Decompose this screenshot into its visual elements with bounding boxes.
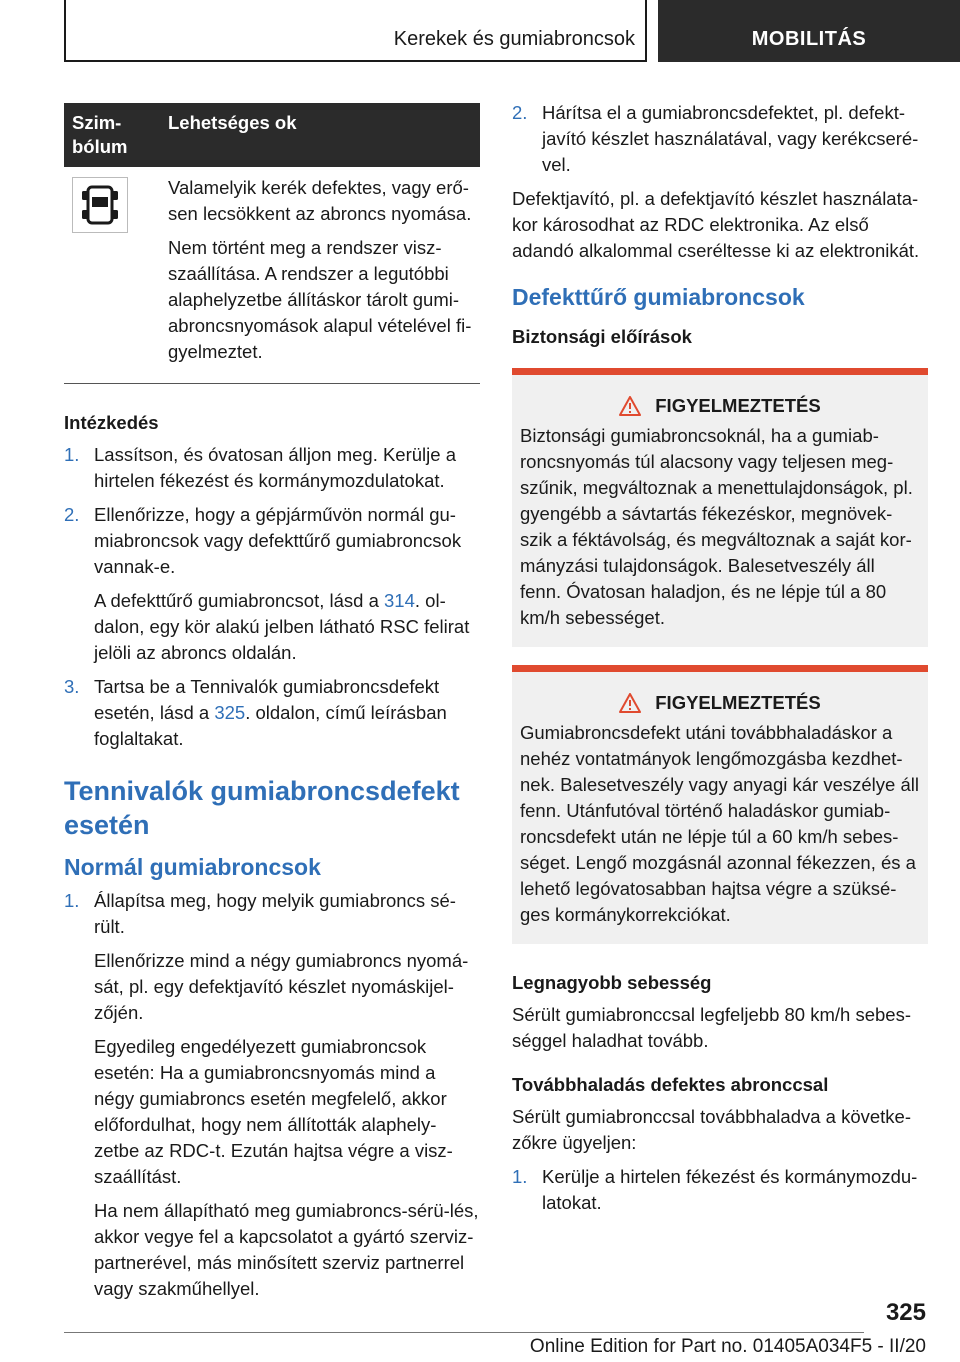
continue-heading: Továbbhaladás defektes abronccsal — [512, 1074, 829, 1095]
col-header-cause: Lehetséges ok — [160, 103, 480, 167]
measures-heading: Intézkedés — [64, 412, 159, 433]
warning-box-1 — [512, 368, 928, 647]
measures-list — [64, 442, 480, 752]
table-row — [64, 167, 480, 384]
page-link-314[interactable]: 314 — [384, 590, 415, 611]
cause-text-2: Nem történt meg a rendszer visz-szaállítása. A rendszer a legutóbbi alaphelyzetbe állításkor tárolt gumi-abroncsnyomások alapul vételével fi-gyelmeztet. — [168, 237, 472, 362]
list-item: 1. Lassítson, és óvatosan álljon meg. Kerülje a hirtelen fékezést és kormánymozdulatokat. — [64, 444, 456, 491]
list-item: 2. Hárítsa el a gumiabroncsdefektet, pl. defekt-javító készlet használatával, vagy kerékcseré-vel. — [512, 102, 919, 175]
right-column — [512, 100, 928, 1224]
footer-divider — [64, 1332, 864, 1333]
continue-text: Sérült gumiabronccsal továbbhaladva a követke-zőkre ügyeljen: — [512, 1106, 912, 1153]
section-title-runflat: Defekttűrő gumiabroncsok — [512, 284, 805, 310]
list-item: 1. Állapítsa meg, hogy melyik gumiabroncs sé-rült. Ellenőrizze mind a négy gumiabroncs nyomá-sát, pl. egy defektjavító készlet nyomáskijel-zőjén. Egyedileg engedélyezett gumiabroncsok esetén: Ha a gumiabroncsnyomás mind a négy gumiabroncs esetén megfelelő, akkor előfordulhat, hogy nem állították alaphely-zetbe az RDC-t. Ezután hajtsa végre a visz-szaállítást. Ha nem állapítható meg gumiabroncs-sérü-lés, akkor vegye fel a kapcsolatot a gyártó szerviz-partnerével, más minősített szerviz partnerrel vagy szakműhellyel. — [64, 890, 479, 1299]
warning-box-2 — [512, 665, 928, 944]
chapter-title: MOBILITÁS — [658, 0, 960, 62]
page-link-325[interactable]: 325 — [214, 702, 246, 723]
warning-title: FIGYELMEZTETÉS — [655, 692, 821, 713]
section-title-flat-tire: Tennivalók gumiabroncsdefekt esetén — [64, 776, 460, 840]
left-column — [64, 103, 480, 1310]
warning-text: Gumiabroncsdefekt utáni továbbhaladáskor a nehéz vontatmányok lengőmozgásba kezdhet-nek. Balesetveszély vagy anyagi kár veszélye áll fenn. Utánfutóval történő haladáskor gumiab-roncsdefekt után ne lépje túl a 60 km/h sebes-séget. Lengő mozgásnál azonnal fékezzen, és a lehető legóvatosabban hajtsa végre a szüksé-ges kormánykorrekciókat. — [520, 722, 919, 925]
col-header-symbol: Szim- bólum — [64, 103, 160, 167]
subsection-title-normal: Normál gumiabroncsok — [64, 854, 321, 880]
warning-text: Biztonsági gumiabroncsoknál, ha a gumiab-roncsnyomás túl alacsony vagy teljesen meg-szűnik, megváltoznak a menettulajdonságok, pl. gyengébb a sávtartás fékezéskor, megnövek-szik a féktávolság, és megváltoznak a saját kor-mányzási tulajdonságok. Balesetveszély áll fenn. Óvatosan haladjon, és ne lépje túl a 80 km/h sebességet. — [520, 425, 913, 628]
symbol-table — [64, 103, 480, 384]
list-item: 3. Tartsa be a Tennivalók gumiabroncsdefekt esetén, lásd a 325. oldalon, című leírásban foglaltakat. — [64, 676, 447, 749]
rdc-note: Defektjavító, pl. a defektjavító készlet használata-kor károsodhat az RDC elektronika. Az első adandó alkalommal cseréltesse ki az elektronikát. — [512, 188, 920, 261]
todo-list — [64, 888, 480, 1302]
footer-edition: Online Edition for Part no. 01405A034F5 - II/20 — [529, 1336, 926, 1357]
list-item: 2. Ellenőrizze, hogy a gépjárművön normál gu-miabroncsok vagy defekttűrő gumiabroncsok vannak-e. A defekttűrő gumiabroncsot, lásd a 314. ol-dalon, egy kör alakú jelben látható RSC felirat jelöli az abroncs oldalán. — [64, 504, 470, 663]
cause-text-1: Valamelyik kerék defektes, vagy erő-sen lecsökkent az abroncs nyomása. — [168, 177, 472, 224]
page-number: 325 — [885, 1299, 926, 1326]
continue-list — [512, 1164, 928, 1216]
safety-heading: Biztonsági előírások — [512, 326, 692, 347]
tire-pressure-warning-icon — [72, 177, 128, 233]
page-header — [64, 0, 960, 64]
todo-list-continued — [512, 100, 928, 178]
warning-triangle-icon — [619, 396, 641, 416]
warning-triangle-icon — [619, 693, 641, 713]
max-speed-heading: Legnagyobb sebesség — [512, 972, 712, 993]
section-title: Kerekek és gumiabroncsok — [64, 0, 647, 62]
warning-title: FIGYELMEZTETÉS — [655, 395, 821, 416]
max-speed-text: Sérült gumiabronccsal legfeljebb 80 km/h sebes-séggel haladhat tovább. — [512, 1004, 911, 1051]
list-item: 1. Kerülje a hirtelen fékezést és kormánymozdu-latokat. — [512, 1166, 918, 1213]
